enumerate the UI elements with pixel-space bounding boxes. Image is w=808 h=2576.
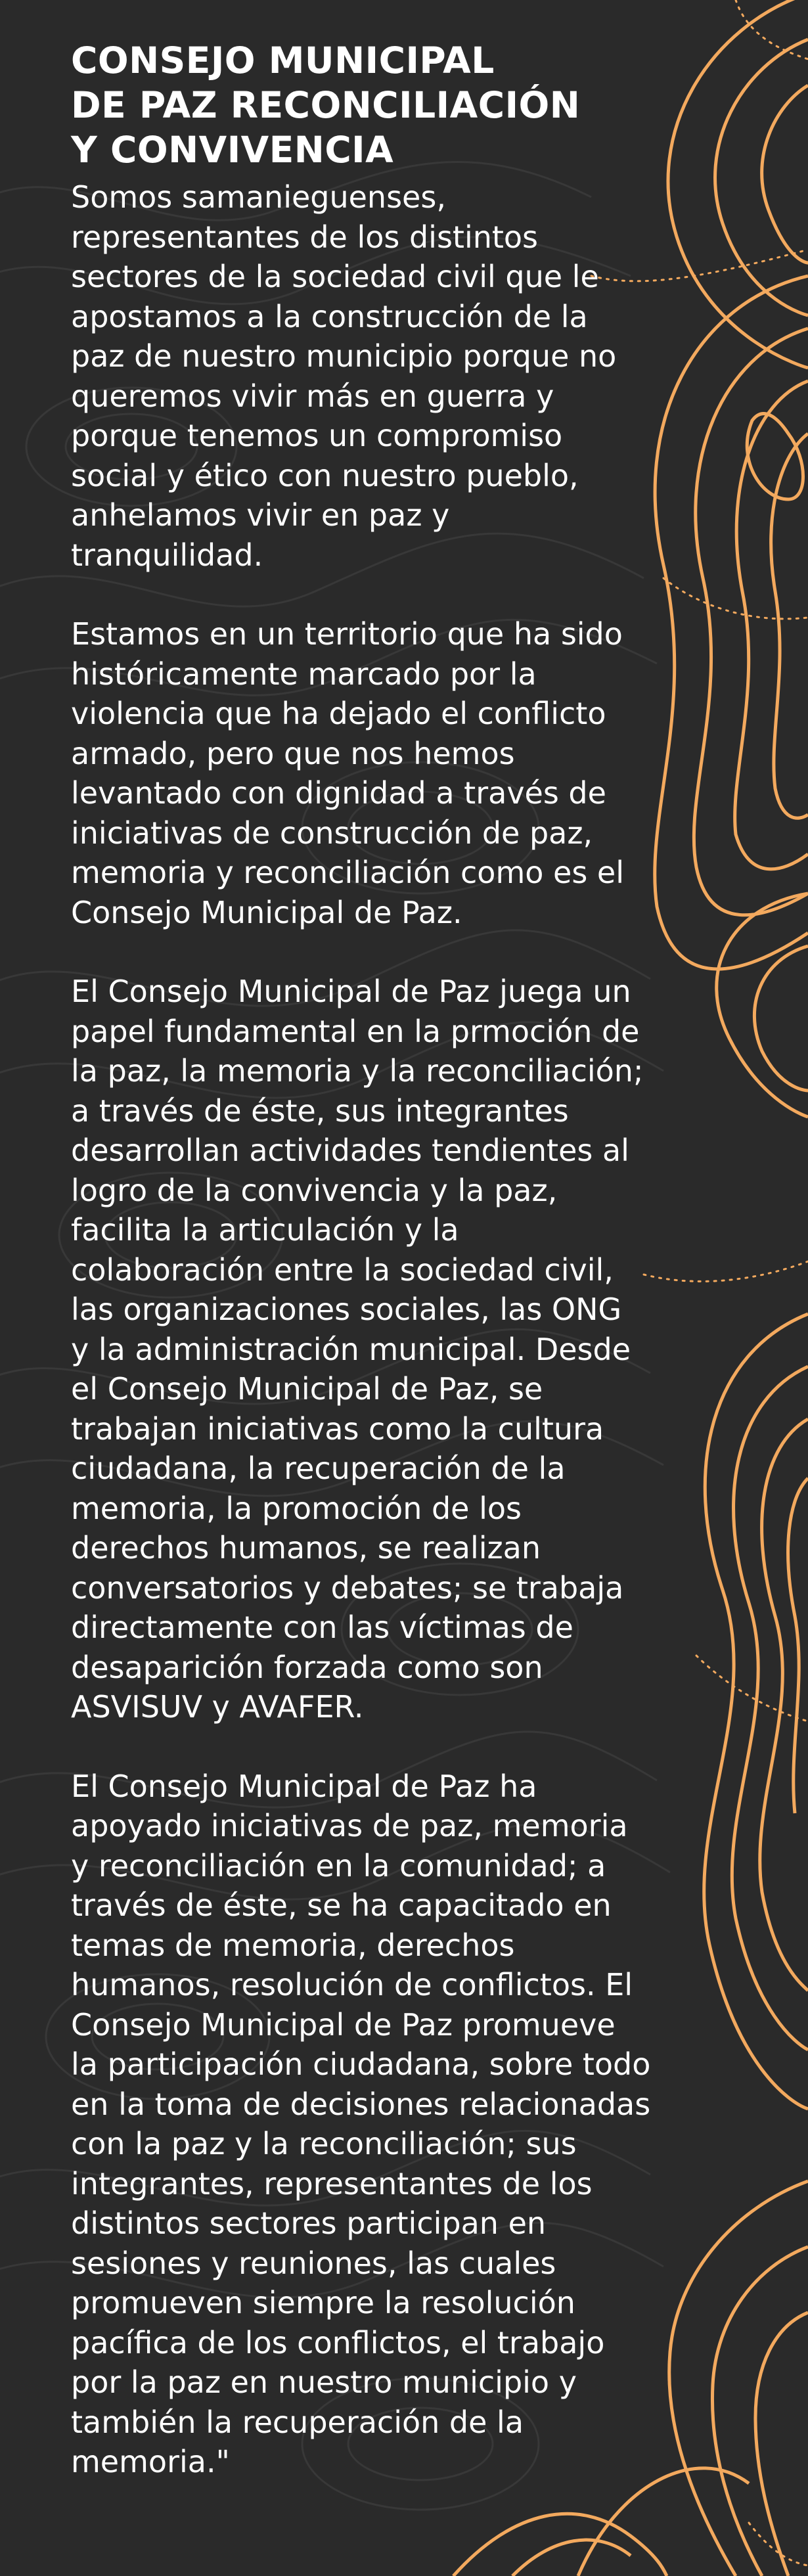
paragraph-block-4 <box>71 1767 702 2482</box>
paragraph-role: El Consejo Municipal de Paz juega un papel fundamental en la prmoción de la paz, la memoria y la reconciliación; a través de éste, sus integrantes desarrollan actividades tendientes al logro de la convivencia y la paz, facilita la articulación y la colaboración entre la sociedad civil, las organizaciones sociales, las ONG y la administración municipal. Desde el Consejo Municipal de Paz, se trabajan iniciativas como la cultura ciudadana, la recuperación de la memoria, la promoción de los derechos humanos, se realizan conversatorios y debates; se trabaja directamente con las víctimas de desaparición forzada como son ASVISUV y AVAFER. <box>71 974 644 1725</box>
document-body <box>71 38 702 2482</box>
title-line-1: CONSEJO MUNICIPAL <box>71 39 495 81</box>
paragraph-intro: Somos samanieguenses, representantes de los distintos sectores de la sociedad civil que le apostamos a la construcción de la paz de nuestro municipio porque no queremos vivir más en guerra y porque tenemos un compromiso social y ético con nuestro pueblo, anhelamos vivir en paz y tranquilidad. <box>71 179 617 573</box>
title-line-2: DE PAZ RECONCILIACIÓN <box>71 84 581 126</box>
paragraph-block-3 <box>71 972 702 1727</box>
paragraph-support: El Consejo Municipal de Paz ha apoyado iniciativas de paz, memoria y reconciliación en la comunidad; a través de éste, se ha capacitado en temas de memoria, derechos humanos, resolución de conflictos. El Consejo Municipal de Paz promueve la participación ciudadana, sobre todo en la toma de decisiones relacionadas con la paz y la reconciliación; sus integrantes, representantes de los distintos sectores participan en sesiones y reuniones, las cuales promueven siempre la resolución pacífica de los conflictos, el trabajo por la paz en nuestro municipio y también la recuperación de la memoria." <box>71 1768 651 2479</box>
title-line-3: Y CONVIVENCIA <box>71 129 394 171</box>
page-title <box>71 38 702 172</box>
paragraph-territory: Estamos en un territorio que ha sido históricamente marcado por la violencia que ha dejado el conflicto armado, pero que nos hemos levantado con dignidad a través de iniciativas de construcción de paz, memoria y reconciliación como es el Consejo Municipal de Paz. <box>71 616 624 930</box>
paragraph-block-1 <box>71 177 702 575</box>
paragraph-block-2 <box>71 614 702 932</box>
